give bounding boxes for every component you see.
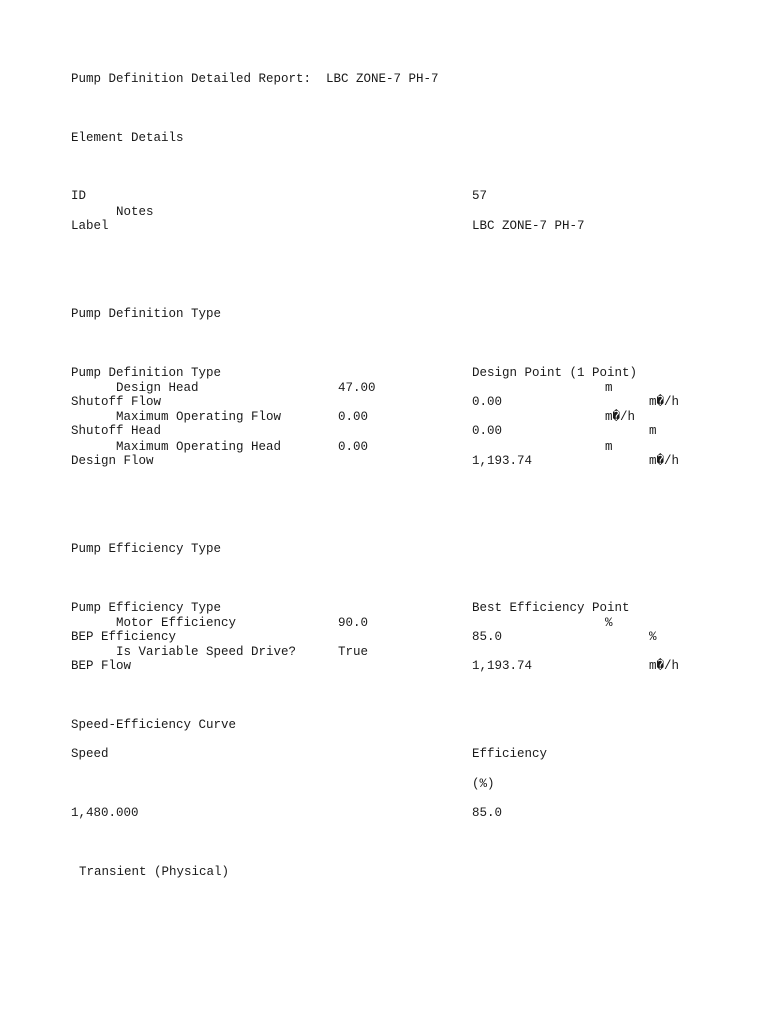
shutoff-flow-label: Shutoff Flow: [71, 395, 162, 409]
bep-flow-unit: m�/h: [649, 659, 680, 673]
motor-efficiency-label: Motor Efficiency: [116, 616, 237, 630]
design-head-unit: m: [605, 381, 613, 395]
curve-row-efficiency: 85.0: [472, 806, 503, 820]
pump-definition-type-value: Design Point (1 Point): [472, 366, 638, 380]
motor-efficiency-value: 90.0: [338, 616, 369, 630]
id-label: ID: [71, 189, 87, 203]
speed-efficiency-curve-heading: Speed-Efficiency Curve: [71, 718, 237, 732]
notes-label: Notes: [116, 205, 154, 219]
shutoff-head-unit: m: [649, 424, 657, 438]
transient-heading: Transient (Physical): [79, 865, 230, 879]
motor-efficiency-unit: %: [605, 616, 613, 630]
element-details-heading: Element Details: [71, 131, 184, 145]
label-label: Label: [71, 219, 109, 233]
design-flow-label: Design Flow: [71, 454, 154, 468]
pump-definition-type-label: Pump Definition Type: [71, 366, 222, 380]
shutoff-head-value: 0.00: [472, 424, 503, 438]
shutoff-flow-value: 0.00: [472, 395, 503, 409]
efficiency-column-unit: (%): [472, 777, 495, 791]
max-operating-flow-label: Maximum Operating Flow: [116, 410, 282, 424]
shutoff-head-label: Shutoff Head: [71, 424, 162, 438]
design-head-value: 47.00: [338, 381, 376, 395]
label-value: LBC ZONE-7 PH-7: [472, 219, 585, 233]
id-value: 57: [472, 189, 488, 203]
design-flow-unit: m�/h: [649, 454, 680, 468]
pump-efficiency-type-value: Best Efficiency Point: [472, 601, 630, 615]
max-operating-flow-value: 0.00: [338, 410, 369, 424]
speed-column-header: Speed: [71, 747, 109, 761]
design-flow-value: 1,193.74: [472, 454, 533, 468]
bep-efficiency-value: 85.0: [472, 630, 503, 644]
curve-row-speed: 1,480.000: [71, 806, 139, 820]
bep-flow-value: 1,193.74: [472, 659, 533, 673]
bep-efficiency-label: BEP Efficiency: [71, 630, 177, 644]
pump-definition-heading: Pump Definition Type: [71, 307, 222, 321]
bep-efficiency-unit: %: [649, 630, 657, 644]
design-head-label: Design Head: [116, 381, 199, 395]
max-operating-head-unit: m: [605, 440, 613, 454]
pump-efficiency-type-label: Pump Efficiency Type: [71, 601, 222, 615]
max-operating-head-value: 0.00: [338, 440, 369, 454]
shutoff-flow-unit: m�/h: [649, 395, 680, 409]
report-title: Pump Definition Detailed Report: LBC ZONE-7 PH-7: [71, 72, 439, 86]
bep-flow-label: BEP Flow: [71, 659, 132, 673]
max-operating-flow-unit: m�/h: [605, 410, 636, 424]
pump-efficiency-heading: Pump Efficiency Type: [71, 542, 222, 556]
max-operating-head-label: Maximum Operating Head: [116, 440, 282, 454]
variable-speed-drive-value: True: [338, 645, 369, 659]
variable-speed-drive-label: Is Variable Speed Drive?: [116, 645, 297, 659]
efficiency-column-header: Efficiency: [472, 747, 548, 761]
